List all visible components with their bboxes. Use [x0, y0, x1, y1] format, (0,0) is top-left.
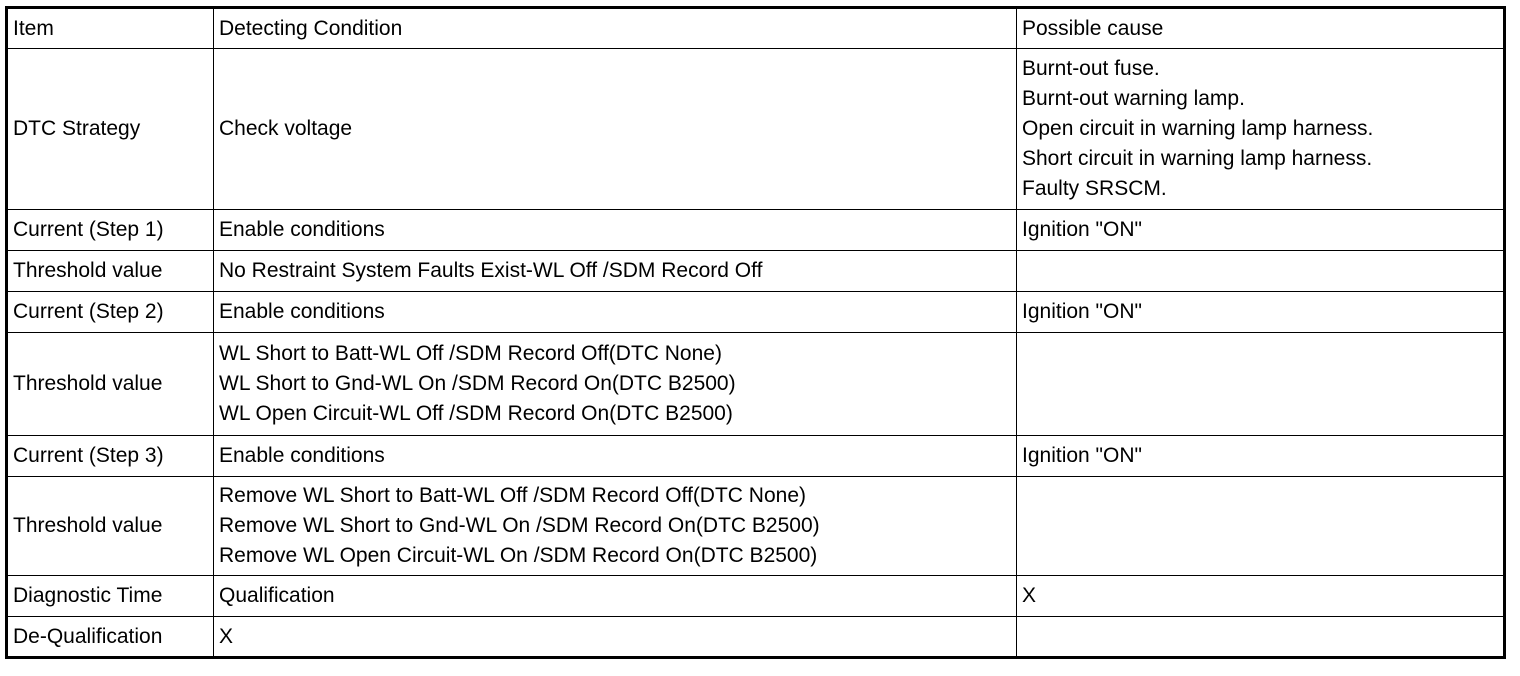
row-item: Diagnostic Time: [7, 576, 214, 617]
row-cause: Ignition "ON": [1017, 292, 1505, 333]
table-row: [7, 210, 1505, 251]
row-condition: Enable conditions: [214, 210, 1017, 251]
cause-line: Faulty SRSCM.: [1022, 177, 1167, 200]
row-cause: Ignition "ON": [1017, 210, 1505, 251]
row-cause: Ignition "ON": [1017, 436, 1505, 477]
table-row: [7, 576, 1505, 617]
cause-line: Open circuit in warning lamp harness.: [1022, 117, 1374, 140]
table-row: [7, 436, 1505, 477]
row-cause: [1017, 333, 1505, 436]
row-item: DTC Strategy: [7, 49, 214, 210]
row-cause: [1017, 617, 1505, 658]
row-item: Current (Step 2): [7, 292, 214, 333]
table-row: [7, 333, 1505, 436]
row-condition: Enable conditions: [214, 292, 1017, 333]
table-row: [7, 292, 1505, 333]
header-possible-cause: Possible cause: [1017, 8, 1505, 49]
row-condition: Qualification: [214, 576, 1017, 617]
condition-line: WL Open Circuit-WL Off /SDM Record On(DTC B2500): [219, 402, 733, 425]
row-item: Current (Step 3): [7, 436, 214, 477]
table-row: [7, 49, 1505, 210]
row-item: Threshold value: [7, 477, 214, 576]
row-condition: [214, 477, 1017, 576]
table-row: [7, 477, 1505, 576]
condition-line: Check voltage: [219, 117, 353, 140]
table-header-row: [7, 8, 1505, 49]
cause-line: Burnt-out warning lamp.: [1022, 87, 1245, 110]
condition-line: Remove WL Open Circuit-WL On /SDM Record On(DTC B2500): [219, 544, 818, 567]
header-detecting-condition: Detecting Condition: [214, 8, 1017, 49]
table-row: [7, 251, 1505, 292]
header-item: Item: [7, 8, 214, 49]
table-row: [7, 617, 1505, 658]
row-cause: [1017, 477, 1505, 576]
row-condition: [214, 333, 1017, 436]
row-item: De-Qualification: [7, 617, 214, 658]
row-item: Current (Step 1): [7, 210, 214, 251]
row-item: Threshold value: [7, 333, 214, 436]
row-condition: [214, 49, 1017, 210]
dtc-table: [5, 6, 1506, 659]
row-condition: Enable conditions: [214, 436, 1017, 477]
row-item: Threshold value: [7, 251, 214, 292]
condition-line: Remove WL Short to Batt-WL Off /SDM Record Off(DTC None): [219, 484, 806, 507]
condition-line: WL Short to Batt-WL Off /SDM Record Off(DTC None): [219, 342, 722, 365]
row-condition: X: [214, 617, 1017, 658]
condition-line: Remove WL Short to Gnd-WL On /SDM Record On(DTC B2500): [219, 514, 820, 537]
row-condition: No Restraint System Faults Exist-WL Off /SDM Record Off: [214, 251, 1017, 292]
row-cause: [1017, 251, 1505, 292]
cause-line: Short circuit in warning lamp harness.: [1022, 147, 1373, 170]
row-cause: X: [1017, 576, 1505, 617]
cause-line: Burnt-out fuse.: [1022, 57, 1160, 80]
row-cause: [1017, 49, 1505, 210]
condition-line: WL Short to Gnd-WL On /SDM Record On(DTC B2500): [219, 372, 736, 395]
